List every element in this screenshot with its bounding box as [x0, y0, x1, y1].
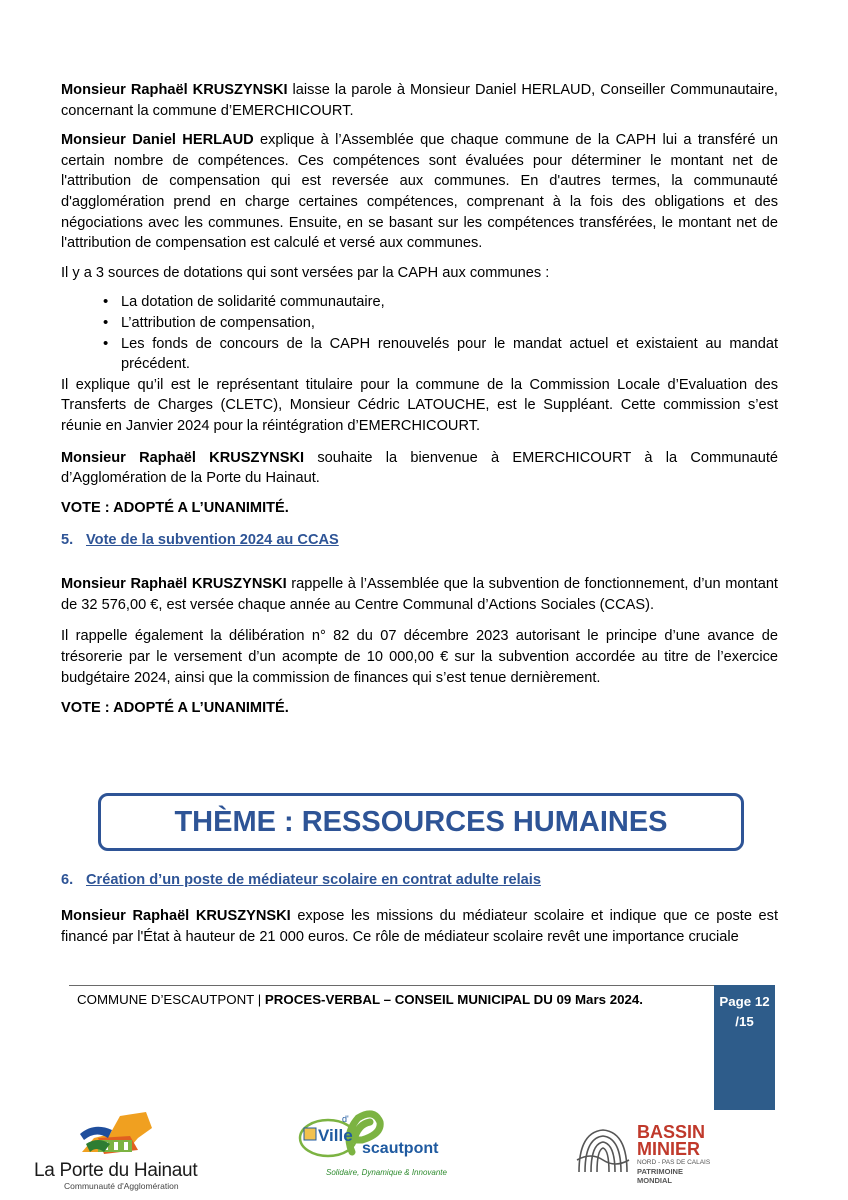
- bassin-patrimoine: PATRIMOINE MONDIAL: [637, 1167, 683, 1185]
- speaker-name: Monsieur Raphaël KRUSZYNSKI: [61, 449, 305, 466]
- speaker-name: Monsieur Raphaël KRUSZYNSKI: [61, 82, 288, 98]
- speaker-name: Monsieur Raphaël KRUSZYNSKI: [61, 576, 287, 593]
- theme-title: THÈME : RESSOURCES HUMAINES: [174, 805, 668, 838]
- bassin-minier-logo: [573, 1118, 713, 1188]
- theme-banner: [98, 793, 744, 851]
- bassin-title-1: BASSIN: [637, 1122, 706, 1142]
- paragraph-text: rappelle à l’Assemblée que la subvention de fonctionnement, d’un montant de 32 576,00 €, est versée chaque année au Centre Communal d’Actions Sociales (CCAS).: [61, 576, 778, 613]
- section-title: Création d’un poste de médiateur scolaire en contrat adulte relais: [86, 872, 541, 888]
- paragraph: [61, 375, 778, 437]
- footer-pv-title: PROCES-VERBAL – CONSEIL MUNICIPAL DU 09 Mars 2024.: [264, 992, 643, 1007]
- footer-divider: [69, 985, 714, 986]
- paragraph-text: expose les missions du médiateur scolaire et indique que ce poste est financé par l'État à hauteur de 21 000 euros. Ce rôle de médiateur scolaire revêt une importance cruciale: [61, 908, 778, 945]
- paragraph-text: laisse la parole à Monsieur Daniel HERLAUD, Conseiller Communautaire, concernant la commune d’EMERCHICOURT.: [61, 82, 778, 119]
- paragraph: [61, 80, 778, 121]
- bassin-minier-emblem-icon: [573, 1122, 633, 1182]
- escautpont-logo: [296, 1110, 456, 1192]
- paragraph-text: Il rappelle également la délibération n° 82 du 07 décembre 2023 autorisant le principe d’une avance de trésorerie par le versement d’un acompte de 10 000,00 € sur la subvention accordée au titre de l’exercice budgétaire 2024, ainsi que la commission de finances qui s’est tenue dernièrement.: [61, 628, 778, 686]
- footer-text: [77, 992, 643, 1007]
- section-heading-5: [61, 530, 778, 550]
- section-heading-6: [61, 870, 778, 890]
- hainaut-subtitle: Communauté d'Agglomération: [64, 1181, 179, 1191]
- page-number: Page 12: [719, 994, 770, 1009]
- page-total: /15: [735, 1014, 754, 1029]
- section-number: 6.: [61, 872, 74, 888]
- vote-result: VOTE : ADOPTÉ A L’UNANIMITÉ.: [61, 700, 289, 717]
- paragraph: [61, 263, 778, 284]
- hainaut-emblem-icon: [34, 1108, 164, 1164]
- bullet-item: • Les fonds de concours de la CAPH renouvelés pour le mandat actuel et existaient au mandat précédent.: [121, 334, 778, 375]
- bullet-item: • L’attribution de compensation,: [121, 313, 778, 334]
- paragraph-text: explique à l’Assemblée que chaque commune de la CAPH lui a transféré un certain nombre de compétences. Ces compétences sont évaluées pour déterminer le montant net de l'attribution de compensation qui est reversée aux communes. En d'autres termes, la communauté d'agglomération prend en charge certaines compétences, comprenant à la fois des obligations et des négociations avec les communes. Ensuite, en se basant sur les compétences transférées, le montant net de l'attribution de compensation est calculé et versé aux communes.: [61, 132, 778, 252]
- document-body: [61, 80, 778, 731]
- bassin-region: NORD - PAS DE CALAIS: [637, 1159, 711, 1166]
- escautpont-slogan: Solidaire, Dynamique & Innovante: [326, 1168, 447, 1177]
- vote-result: VOTE : ADOPTÉ A L’UNANIMITÉ.: [61, 499, 289, 516]
- footer-commune: COMMUNE D’ESCAUTPONT |: [77, 992, 265, 1007]
- paragraph-text: Il y a 3 sources de dotations qui sont versées par la CAPH aux communes :: [61, 264, 550, 281]
- escautpont-d: d': [342, 1114, 349, 1124]
- paragraph-text: Il explique qu’il est le représentant titulaire pour la commune de la Commission Locale d’Evaluation des Transferts de Charges (CLETC), Monsieur Cédric LATOUCHE, est le Suppléant. Cette commission s’est réunie en Janvier 2024 pour la réintégration d’EMERCHICOURT.: [61, 376, 778, 434]
- bassin-title-2: MINIER: [637, 1139, 700, 1159]
- paragraph: [61, 130, 778, 254]
- paragraph: [61, 448, 778, 489]
- paragraph: [61, 906, 778, 947]
- speaker-name: Monsieur Daniel HERLAUD: [61, 132, 254, 149]
- bullet-item: • La dotation de solidarité communautaire,: [121, 292, 778, 313]
- section-title: Vote de la subvention 2024 au CCAS: [86, 532, 339, 549]
- porte-du-hainaut-logo: [34, 1108, 214, 1190]
- paragraph: [61, 626, 778, 688]
- page-number-box: [714, 985, 775, 1110]
- section-number: 5.: [61, 532, 74, 549]
- escautpont-ville: Ville: [318, 1126, 353, 1145]
- section-6: [61, 870, 778, 956]
- paragraph: [61, 574, 778, 615]
- speaker-name: Monsieur Raphaël KRUSZYNSKI: [61, 908, 291, 924]
- escautpont-name: scautpont: [362, 1140, 439, 1157]
- hainaut-name: La Porte du Hainaut: [34, 1160, 198, 1181]
- paragraph-text: souhaite la bienvenue à EMERCHICOURT à la Communauté d’Agglomération de la Porte du Hainaut.: [61, 449, 778, 487]
- bullet-list: [61, 292, 778, 374]
